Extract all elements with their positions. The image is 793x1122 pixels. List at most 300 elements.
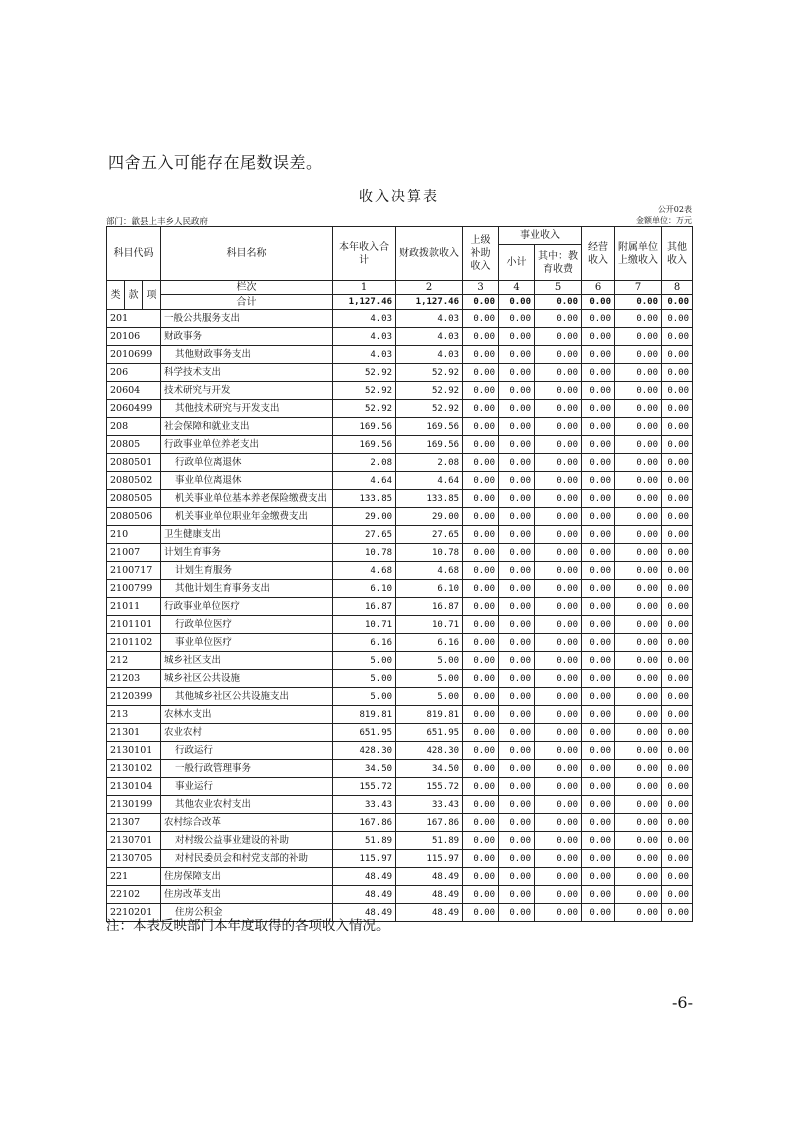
amount-cell: 0.00 [499, 832, 535, 850]
amount-cell: 0.00 [535, 832, 582, 850]
amount-cell: 0.00 [615, 814, 662, 832]
subject-name: 一般行政管理事务 [161, 760, 333, 778]
amount-cell: 0.00 [582, 400, 615, 418]
amount-cell: 0.00 [535, 904, 582, 922]
amount-cell: 52.92 [333, 382, 396, 400]
amount-cell: 6.10 [396, 580, 463, 598]
amount-cell: 0.00 [582, 868, 615, 886]
subject-code: 2080505 [107, 490, 161, 508]
amount-cell: 0.00 [615, 850, 662, 868]
amount-cell: 0.00 [582, 778, 615, 796]
amount-cell: 0.00 [463, 796, 499, 814]
amount-cell: 0.00 [535, 778, 582, 796]
amount-cell: 0.00 [499, 454, 535, 472]
amount-cell: 0.00 [662, 742, 693, 760]
amount-cell: 2.08 [333, 454, 396, 472]
subject-name: 技术研究与开发 [161, 382, 333, 400]
amount-cell: 0.00 [615, 580, 662, 598]
header-education-fee: 其中：教育收费 [535, 245, 582, 281]
amount-cell: 428.30 [396, 742, 463, 760]
amount-cell: 0.00 [582, 814, 615, 832]
amount-cell: 0.00 [615, 616, 662, 634]
amount-cell: 0.00 [615, 634, 662, 652]
subject-code: 2210201 [107, 904, 161, 922]
amount-cell: 0.00 [615, 598, 662, 616]
subject-code: 213 [107, 706, 161, 724]
amount-cell: 0.00 [582, 634, 615, 652]
header-lei: 类 [107, 281, 125, 310]
amount-cell: 33.43 [333, 796, 396, 814]
amount-cell: 0.00 [615, 904, 662, 922]
amount-cell: 0.00 [535, 562, 582, 580]
table-row [107, 346, 693, 364]
amount-cell: 0.00 [615, 454, 662, 472]
subject-code: 20604 [107, 382, 161, 400]
amount-cell: 4.64 [333, 472, 396, 490]
subject-code: 2100799 [107, 580, 161, 598]
amount-cell: 0.00 [535, 346, 582, 364]
table-row [107, 814, 693, 832]
amount-cell: 0.00 [499, 544, 535, 562]
header-fiscal-allocation: 财政拨款收入 [396, 227, 463, 281]
amount-cell: 0.00 [615, 742, 662, 760]
subject-code: 20106 [107, 328, 161, 346]
amount-cell: 0.00 [582, 436, 615, 454]
amount-cell: 0.00 [662, 670, 693, 688]
subject-code: 20805 [107, 436, 161, 454]
amount-cell: 0.00 [582, 346, 615, 364]
amount-cell: 0.00 [535, 310, 582, 328]
amount-cell: 0.00 [662, 346, 693, 364]
amount-cell: 0.00 [535, 742, 582, 760]
subject-name: 农村综合改革 [161, 814, 333, 832]
amount-cell: 0.00 [662, 562, 693, 580]
table-title: 收入决算表 [359, 189, 439, 205]
subject-code: 2010699 [107, 346, 161, 364]
amount-cell: 10.78 [396, 544, 463, 562]
table-row [107, 832, 693, 850]
header-business-income: 事业收入 [499, 227, 582, 245]
table-row [107, 328, 693, 346]
table-row [107, 742, 693, 760]
amount-cell: 169.56 [396, 436, 463, 454]
subject-name: 卫生健康支出 [161, 526, 333, 544]
subject-code: 221 [107, 868, 161, 886]
amount-cell: 0.00 [615, 652, 662, 670]
amount-cell: 0.00 [615, 760, 662, 778]
subject-code: 210 [107, 526, 161, 544]
amount-cell: 0.00 [463, 526, 499, 544]
amount-cell: 0.00 [535, 760, 582, 778]
amount-cell: 0.00 [662, 526, 693, 544]
amount-cell: 0.00 [582, 328, 615, 346]
amount-cell: 0.00 [463, 310, 499, 328]
table-row [107, 400, 693, 418]
amount-cell: 0.00 [582, 832, 615, 850]
amount-cell: 0.00 [582, 364, 615, 382]
amount-cell: 27.65 [333, 526, 396, 544]
amount-cell: 0.00 [463, 490, 499, 508]
amount-cell: 0.00 [615, 436, 662, 454]
subject-code: 22102 [107, 886, 161, 904]
subject-name: 机关事业单位职业年金缴费支出 [161, 508, 333, 526]
subject-name: 行政事业单位医疗 [161, 598, 333, 616]
amount-cell: 0.00 [463, 472, 499, 490]
total-label: 合计 [161, 295, 333, 310]
amount-cell: 0.00 [499, 526, 535, 544]
table-row [107, 652, 693, 670]
amount-cell: 0.00 [615, 670, 662, 688]
amount-cell: 0.00 [662, 814, 693, 832]
amount-cell: 0.00 [535, 580, 582, 598]
amount-cell: 0.00 [463, 346, 499, 364]
amount-cell: 0.00 [499, 742, 535, 760]
subject-name: 事业单位离退休 [161, 472, 333, 490]
amount-cell: 0.00 [535, 616, 582, 634]
amount-cell: 0.00 [582, 508, 615, 526]
amount-cell: 0.00 [582, 760, 615, 778]
amount-cell: 0.00 [582, 616, 615, 634]
rounding-note: 四舍五入可能存在尾数误差。 [108, 153, 323, 172]
amount-cell: 4.68 [396, 562, 463, 580]
amount-cell: 0.00 [662, 490, 693, 508]
subject-code: 2130199 [107, 796, 161, 814]
amount-cell: 0.00 [582, 562, 615, 580]
amount-cell: 0.00 [582, 886, 615, 904]
header-superior-subsidy: 上级补助收入 [463, 227, 499, 281]
amount-cell: 0.00 [499, 724, 535, 742]
amount-cell: 0.00 [662, 472, 693, 490]
amount-cell: 0.00 [615, 508, 662, 526]
subject-code: 2130104 [107, 778, 161, 796]
amount-cell: 155.72 [396, 778, 463, 796]
amount-cell: 0.00 [463, 868, 499, 886]
subject-name: 其他城乡社区公共设施支出 [161, 688, 333, 706]
amount-cell: 0.00 [463, 382, 499, 400]
amount-cell: 4.03 [333, 310, 396, 328]
subject-name: 计划生育事务 [161, 544, 333, 562]
subject-code: 2100717 [107, 562, 161, 580]
subject-code: 21007 [107, 544, 161, 562]
amount-cell: 133.85 [333, 490, 396, 508]
amount-cell: 34.50 [396, 760, 463, 778]
amount-cell: 0.00 [662, 706, 693, 724]
total-value: 1,127.46 [396, 295, 463, 310]
amount-cell: 0.00 [662, 400, 693, 418]
amount-cell: 0.00 [582, 490, 615, 508]
amount-cell: 34.50 [333, 760, 396, 778]
page-number: -6- [672, 993, 693, 1012]
subject-name: 对村级公益事业建设的补助 [161, 832, 333, 850]
amount-cell: 0.00 [499, 400, 535, 418]
header-operating-income: 经营收入 [582, 227, 615, 281]
col-number: 3 [463, 281, 499, 295]
amount-cell: 0.00 [535, 436, 582, 454]
amount-cell: 0.00 [662, 382, 693, 400]
amount-cell: 0.00 [662, 310, 693, 328]
amount-cell: 0.00 [499, 670, 535, 688]
amount-cell: 0.00 [535, 454, 582, 472]
amount-cell: 0.00 [582, 310, 615, 328]
amount-cell: 0.00 [499, 634, 535, 652]
col-number: 6 [582, 281, 615, 295]
amount-cell: 0.00 [582, 418, 615, 436]
amount-cell: 0.00 [499, 850, 535, 868]
amount-cell: 0.00 [463, 328, 499, 346]
subject-name: 其他技术研究与开发支出 [161, 400, 333, 418]
amount-cell: 0.00 [499, 778, 535, 796]
amount-cell: 651.95 [396, 724, 463, 742]
amount-cell: 48.49 [396, 886, 463, 904]
amount-cell: 0.00 [662, 832, 693, 850]
amount-cell: 4.03 [396, 310, 463, 328]
subject-name: 科学技术支出 [161, 364, 333, 382]
subject-name: 机关事业单位基本养老保险缴费支出 [161, 490, 333, 508]
amount-cell: 0.00 [662, 598, 693, 616]
amount-cell: 0.00 [463, 850, 499, 868]
amount-cell: 0.00 [463, 832, 499, 850]
col-number: 1 [333, 281, 396, 295]
amount-cell: 428.30 [333, 742, 396, 760]
subject-code: 2130705 [107, 850, 161, 868]
amount-cell: 0.00 [463, 562, 499, 580]
header-other-income: 其他收入 [662, 227, 693, 281]
amount-cell: 0.00 [662, 760, 693, 778]
total-value: 0.00 [582, 295, 615, 310]
amount-cell: 4.03 [396, 328, 463, 346]
amount-cell: 52.92 [396, 382, 463, 400]
subject-name: 事业单位医疗 [161, 634, 333, 652]
income-table [106, 226, 693, 922]
amount-cell: 33.43 [396, 796, 463, 814]
amount-cell: 51.89 [396, 832, 463, 850]
subject-code: 208 [107, 418, 161, 436]
amount-cell: 0.00 [662, 508, 693, 526]
amount-cell: 6.16 [396, 634, 463, 652]
amount-cell: 5.00 [396, 670, 463, 688]
table-row [107, 634, 693, 652]
amount-cell: 0.00 [463, 634, 499, 652]
amount-cell: 0.00 [463, 400, 499, 418]
header-subtotal: 小计 [499, 245, 535, 281]
amount-unit: 金额单位：万元 [636, 216, 692, 225]
amount-cell: 0.00 [535, 886, 582, 904]
footer-note: 注：本表反映部门本年度取得的各项收入情况。 [106, 918, 390, 934]
amount-cell: 0.00 [615, 472, 662, 490]
amount-cell: 0.00 [463, 778, 499, 796]
amount-cell: 0.00 [615, 310, 662, 328]
amount-cell: 0.00 [499, 814, 535, 832]
subject-code: 21307 [107, 814, 161, 832]
amount-cell: 0.00 [499, 580, 535, 598]
amount-cell: 0.00 [463, 688, 499, 706]
header-total-income: 本年收入合计 [333, 227, 396, 281]
amount-cell: 0.00 [499, 418, 535, 436]
amount-cell: 0.00 [662, 328, 693, 346]
amount-cell: 4.64 [396, 472, 463, 490]
table-row [107, 760, 693, 778]
subject-name: 社会保障和就业支出 [161, 418, 333, 436]
amount-cell: 0.00 [662, 886, 693, 904]
subject-name: 计划生育服务 [161, 562, 333, 580]
amount-cell: 16.87 [333, 598, 396, 616]
table-row [107, 616, 693, 634]
amount-cell: 0.00 [535, 472, 582, 490]
amount-cell: 0.00 [535, 508, 582, 526]
amount-cell: 0.00 [499, 760, 535, 778]
subject-name: 其他计划生育事务支出 [161, 580, 333, 598]
amount-cell: 16.87 [396, 598, 463, 616]
amount-cell: 6.10 [333, 580, 396, 598]
amount-cell: 0.00 [582, 580, 615, 598]
amount-cell: 0.00 [582, 598, 615, 616]
amount-cell: 0.00 [615, 544, 662, 562]
amount-cell: 0.00 [535, 544, 582, 562]
amount-cell: 0.00 [499, 868, 535, 886]
table-row [107, 778, 693, 796]
amount-cell: 0.00 [582, 850, 615, 868]
total-value: 0.00 [615, 295, 662, 310]
amount-cell: 0.00 [662, 364, 693, 382]
table-row [107, 454, 693, 472]
amount-cell: 0.00 [499, 706, 535, 724]
amount-cell: 0.00 [615, 868, 662, 886]
amount-cell: 0.00 [499, 364, 535, 382]
amount-cell: 10.71 [396, 616, 463, 634]
amount-cell: 0.00 [662, 868, 693, 886]
amount-cell: 133.85 [396, 490, 463, 508]
amount-cell: 0.00 [582, 688, 615, 706]
subject-name: 城乡社区支出 [161, 652, 333, 670]
amount-cell: 0.00 [582, 544, 615, 562]
amount-cell: 0.00 [615, 688, 662, 706]
header-kuan: 款 [125, 281, 143, 310]
amount-cell: 0.00 [499, 796, 535, 814]
amount-cell: 0.00 [582, 454, 615, 472]
subject-name: 农林水支出 [161, 706, 333, 724]
amount-cell: 155.72 [333, 778, 396, 796]
amount-cell: 0.00 [662, 436, 693, 454]
amount-cell: 819.81 [396, 706, 463, 724]
subject-name: 事业运行 [161, 778, 333, 796]
table-row [107, 850, 693, 868]
amount-cell: 0.00 [499, 616, 535, 634]
amount-cell: 0.00 [499, 472, 535, 490]
amount-cell: 5.00 [333, 652, 396, 670]
amount-cell: 0.00 [463, 652, 499, 670]
amount-cell: 4.03 [333, 346, 396, 364]
subject-name: 住房公积金 [161, 904, 333, 922]
header-subject-code: 科目代码 [107, 227, 161, 281]
amount-cell: 0.00 [582, 724, 615, 742]
amount-cell: 0.00 [499, 436, 535, 454]
amount-cell: 0.00 [499, 328, 535, 346]
subject-code: 2101101 [107, 616, 161, 634]
subject-code: 21301 [107, 724, 161, 742]
subject-code: 2060499 [107, 400, 161, 418]
amount-cell: 0.00 [499, 382, 535, 400]
amount-cell: 29.00 [396, 508, 463, 526]
amount-cell: 0.00 [535, 850, 582, 868]
amount-cell: 0.00 [463, 418, 499, 436]
subject-code: 2080502 [107, 472, 161, 490]
amount-cell: 0.00 [499, 886, 535, 904]
subject-code: 201 [107, 310, 161, 328]
amount-cell: 2.08 [396, 454, 463, 472]
subject-name: 行政事业单位养老支出 [161, 436, 333, 454]
amount-cell: 0.00 [615, 706, 662, 724]
table-row [107, 724, 693, 742]
amount-cell: 0.00 [499, 688, 535, 706]
amount-cell: 0.00 [615, 526, 662, 544]
table-row [107, 868, 693, 886]
amount-cell: 167.86 [396, 814, 463, 832]
col-number: 4 [499, 281, 535, 295]
table-row [107, 796, 693, 814]
amount-cell: 10.71 [333, 616, 396, 634]
amount-cell: 0.00 [463, 886, 499, 904]
amount-cell: 0.00 [499, 598, 535, 616]
table-row [107, 364, 693, 382]
table-row [107, 472, 693, 490]
amount-cell: 0.00 [463, 580, 499, 598]
amount-cell: 0.00 [499, 904, 535, 922]
amount-cell: 169.56 [396, 418, 463, 436]
amount-cell: 0.00 [582, 670, 615, 688]
amount-cell: 819.81 [333, 706, 396, 724]
amount-cell: 4.68 [333, 562, 396, 580]
amount-cell: 0.00 [615, 832, 662, 850]
amount-cell: 0.00 [582, 472, 615, 490]
amount-cell: 0.00 [582, 652, 615, 670]
amount-cell: 0.00 [615, 778, 662, 796]
amount-cell: 0.00 [535, 868, 582, 886]
total-value: 0.00 [463, 295, 499, 310]
amount-cell: 4.03 [396, 346, 463, 364]
amount-cell: 0.00 [582, 796, 615, 814]
amount-cell: 0.00 [499, 490, 535, 508]
table-row [107, 580, 693, 598]
amount-cell: 651.95 [333, 724, 396, 742]
amount-cell: 0.00 [582, 382, 615, 400]
subject-code: 2130701 [107, 832, 161, 850]
subject-name: 财政事务 [161, 328, 333, 346]
amount-cell: 0.00 [582, 742, 615, 760]
amount-cell: 167.86 [333, 814, 396, 832]
table-row [107, 310, 693, 328]
amount-cell: 0.00 [463, 364, 499, 382]
subject-code: 2101102 [107, 634, 161, 652]
table-row [107, 490, 693, 508]
amount-cell: 0.00 [662, 634, 693, 652]
amount-cell: 115.97 [333, 850, 396, 868]
amount-cell: 0.00 [662, 616, 693, 634]
amount-cell: 0.00 [499, 652, 535, 670]
amount-cell: 0.00 [662, 904, 693, 922]
amount-cell: 0.00 [615, 346, 662, 364]
amount-cell: 0.00 [463, 904, 499, 922]
amount-cell: 0.00 [535, 796, 582, 814]
amount-cell: 6.16 [333, 634, 396, 652]
amount-cell: 52.92 [396, 400, 463, 418]
amount-cell: 115.97 [396, 850, 463, 868]
table-row [107, 598, 693, 616]
col-number: 7 [615, 281, 662, 295]
amount-cell: 0.00 [499, 310, 535, 328]
amount-cell: 27.65 [396, 526, 463, 544]
amount-cell: 0.00 [582, 706, 615, 724]
amount-cell: 5.00 [396, 652, 463, 670]
